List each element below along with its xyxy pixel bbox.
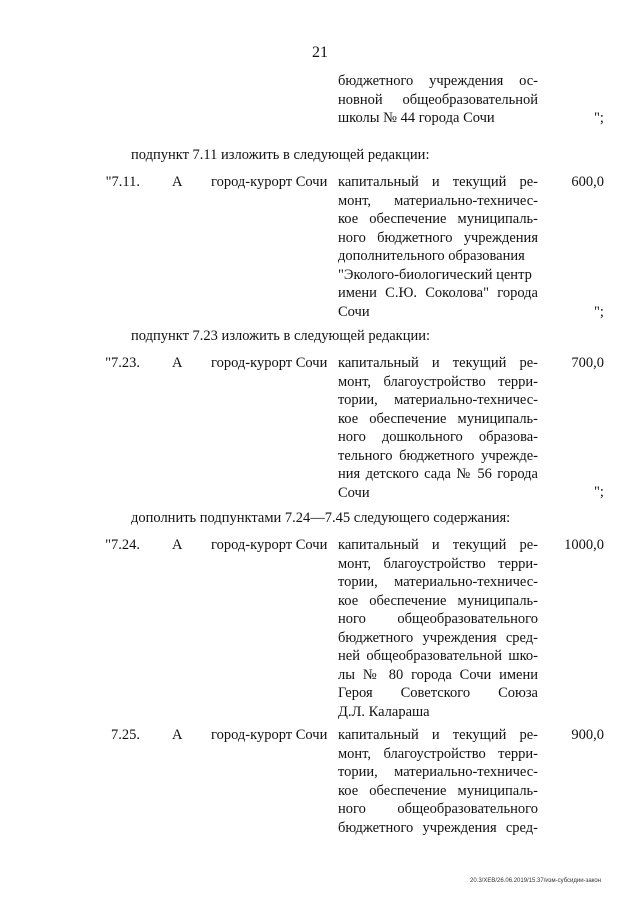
desc-line: лы № 80 города Сочи имени [338,666,538,683]
desc-line: бюджетного учреждения сред- [338,819,538,836]
row-municipality: город-курорт Сочи [211,727,328,743]
row-amount: 1000,0 [564,537,604,553]
desc-line: имени С.Ю. Соколова" города [338,285,538,301]
desc-line: кое обеспечение муниципаль- [338,592,538,609]
desc-line: Сочи [338,303,370,320]
row-description [338,726,538,837]
row-category: А [172,355,183,371]
row-description [338,354,538,502]
row-amount: 700,0 [571,355,604,371]
footer-code: 20.3/XEB/26.06.2019/15.37/изм-субсидии-закон [470,878,602,884]
desc-line: тории, материально-техничес- [338,392,538,408]
row-description [338,173,538,321]
desc-line: тории, материально-техничес- [338,764,538,780]
paragraph-7-24: дополнить подпунктами 7.24—7.45 следующего содержания: [131,510,511,526]
row-number: "7.24. [105,537,140,553]
desc-line: монт, благоустройство терри- [338,745,538,762]
desc-line: монт, материально-техничес- [338,192,538,209]
row-amount: 900,0 [571,727,604,743]
desc-line: кое обеспечение муниципаль- [338,782,538,799]
desc-line: дополнительного образования [338,248,525,264]
desc-line: ного бюджетного учреждения [338,229,538,246]
desc-line: ного общеобразовательного [338,611,538,627]
desc-line: бюджетного учреждения ос- [338,73,538,89]
row-description [338,536,538,721]
close-quote: "; [594,484,604,500]
desc-line: "Эколого-биологический центр [338,266,532,283]
close-quote: "; [594,110,604,126]
top-desc [338,72,538,128]
desc-line: ния детского сада № 56 города [338,466,538,482]
desc-line: школы № 44 города Сочи [338,110,495,126]
desc-line: кое обеспечение муниципаль- [338,410,538,427]
page-number: 21 [312,44,328,61]
desc-line: Д.Л. Калараша [338,703,430,720]
desc-line: капитальный и текущий ре- [338,727,538,743]
desc-line: кое обеспечение муниципаль- [338,211,538,227]
close-quote: "; [594,304,604,320]
desc-line: Сочи [338,484,370,501]
desc-line: тории, материально-техничес- [338,574,538,590]
row-number: "7.23. [105,355,140,371]
desc-line: ного дошкольного образова- [338,429,538,445]
row-municipality: город-курорт Сочи [211,174,328,190]
row-municipality: город-курорт Сочи [211,355,328,371]
desc-line: бюджетного учреждения сред- [338,629,538,646]
row-municipality: город-курорт Сочи [211,537,328,553]
row-category: А [172,174,183,190]
desc-line: Героя Советского Союза [338,685,538,701]
paragraph-7-23: подпункт 7.23 изложить в следующей редакции: [131,328,431,344]
row-category: А [172,537,183,553]
desc-line: капитальный и текущий ре- [338,355,538,371]
desc-line: капитальный и текущий ре- [338,174,538,190]
row-amount: 600,0 [571,174,604,190]
row-number: "7.11. [105,174,140,190]
desc-line: ного общеобразовательного [338,801,538,817]
desc-line: новной общеобразовательной [338,91,538,108]
desc-line: монт, благоустройство терри- [338,555,538,572]
desc-line: ней общеобразовательной шко- [338,648,538,664]
paragraph-7-11: подпункт 7.11 изложить в следующей редакции: [131,147,430,163]
desc-line: монт, благоустройство терри- [338,373,538,390]
desc-line: капитальный и текущий ре- [338,537,538,553]
desc-line: тельного бюджетного учрежде- [338,447,538,464]
row-category: А [172,727,183,743]
row-number: 7.25. [111,727,140,743]
